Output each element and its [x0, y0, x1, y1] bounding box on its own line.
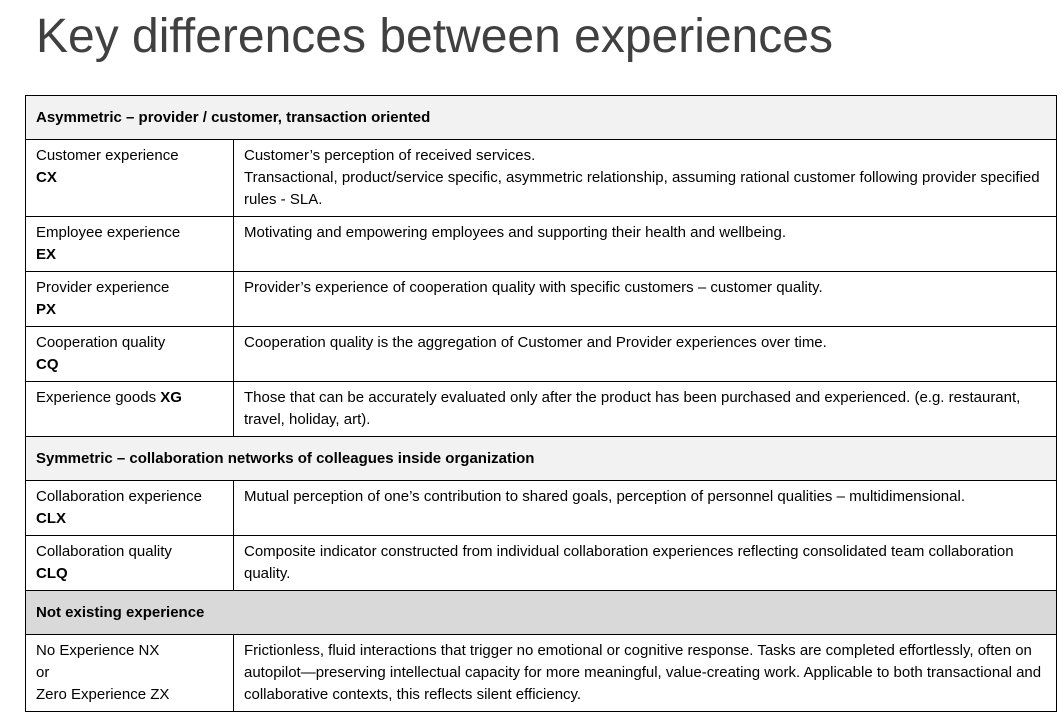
table-row-cx	[26, 140, 1057, 217]
term-cell	[26, 327, 234, 382]
description-line: Those that can be accurately evaluated only after the product has been purchased and experienced. (e.g. restaurant, travel, holiday, art).	[244, 389, 1021, 428]
term-name: Collaboration quality	[36, 543, 172, 560]
description-line: Transactional, product/service specific, asymmetric relationship, assuming rational customer following provider specified rules - SLA.	[244, 169, 1040, 208]
table-row-nx	[26, 635, 1057, 712]
description-cell	[234, 481, 1057, 536]
term-name: Collaboration experience	[36, 488, 202, 505]
section-header-symmetric	[26, 437, 1057, 481]
term-abbr: CLX	[36, 510, 66, 527]
description-line: Frictionless, fluid interactions that trigger no emotional or cognitive response. Tasks are completed effortlessly, often on autopilot—preserving intellectual capacity for more meaningful, value-creating work. Applicable to both transactional and collaborative contexts, this reflects silent efficiency.	[244, 642, 1042, 703]
term-abbr: CLQ	[36, 565, 68, 582]
term-cell	[26, 635, 234, 712]
description-cell	[234, 382, 1057, 437]
term-abbr: CX	[36, 169, 57, 186]
table-row-clx	[26, 481, 1057, 536]
term-name: Experience goods	[36, 389, 157, 406]
experience-table	[25, 95, 1057, 712]
description-line: Provider’s experience of cooperation quality with specific customers – customer quality.	[244, 279, 823, 296]
term-name: Customer experience	[36, 147, 179, 164]
description-line: Cooperation quality is the aggregation of Customer and Provider experiences over time.	[244, 334, 827, 351]
term-cell	[26, 382, 234, 437]
section-heading: Asymmetric – provider / customer, transaction oriented	[26, 96, 1057, 140]
description-cell	[234, 217, 1057, 272]
description-cell	[234, 140, 1057, 217]
description-cell	[234, 635, 1057, 712]
table-row-clq	[26, 536, 1057, 591]
table-row-cq	[26, 327, 1057, 382]
term-abbr: XG	[160, 389, 182, 406]
term-name: No Experience NX	[36, 642, 160, 659]
description-cell	[234, 327, 1057, 382]
description-cell	[234, 536, 1057, 591]
term-name: Employee experience	[36, 224, 181, 241]
description-line: Customer’s perception of received services.	[244, 147, 536, 164]
table-row-px	[26, 272, 1057, 327]
term-abbr: PX	[36, 301, 57, 318]
term-abbr: EX	[36, 246, 57, 263]
term-cell	[26, 140, 234, 217]
description-line: Mutual perception of one’s contribution to shared goals, perception of personnel qualities – multidimensional.	[244, 488, 965, 505]
term-cell	[26, 217, 234, 272]
description-cell	[234, 272, 1057, 327]
section-heading: Symmetric – collaboration networks of colleagues inside organization	[26, 437, 1057, 481]
section-header-not-existing	[26, 591, 1057, 635]
term-cell	[26, 536, 234, 591]
term-cell	[26, 272, 234, 327]
description-line: Composite indicator constructed from individual collaboration experiences reflecting consolidated team collaboration quality.	[244, 543, 1014, 582]
table-row-ex	[26, 217, 1057, 272]
term-cell	[26, 481, 234, 536]
term-name: Provider experience	[36, 279, 170, 296]
section-header-asymmetric	[26, 96, 1057, 140]
page-title: Key differences between experiences	[36, 10, 833, 63]
term-abbr: CQ	[36, 356, 59, 373]
section-heading: Not existing experience	[26, 591, 1057, 635]
term-name: or	[36, 664, 50, 681]
term-name: Cooperation quality	[36, 334, 166, 351]
table-row-xg	[26, 382, 1057, 437]
description-line: Motivating and empowering employees and supporting their health and wellbeing.	[244, 224, 787, 241]
term-name: Zero Experience ZX	[36, 686, 170, 703]
